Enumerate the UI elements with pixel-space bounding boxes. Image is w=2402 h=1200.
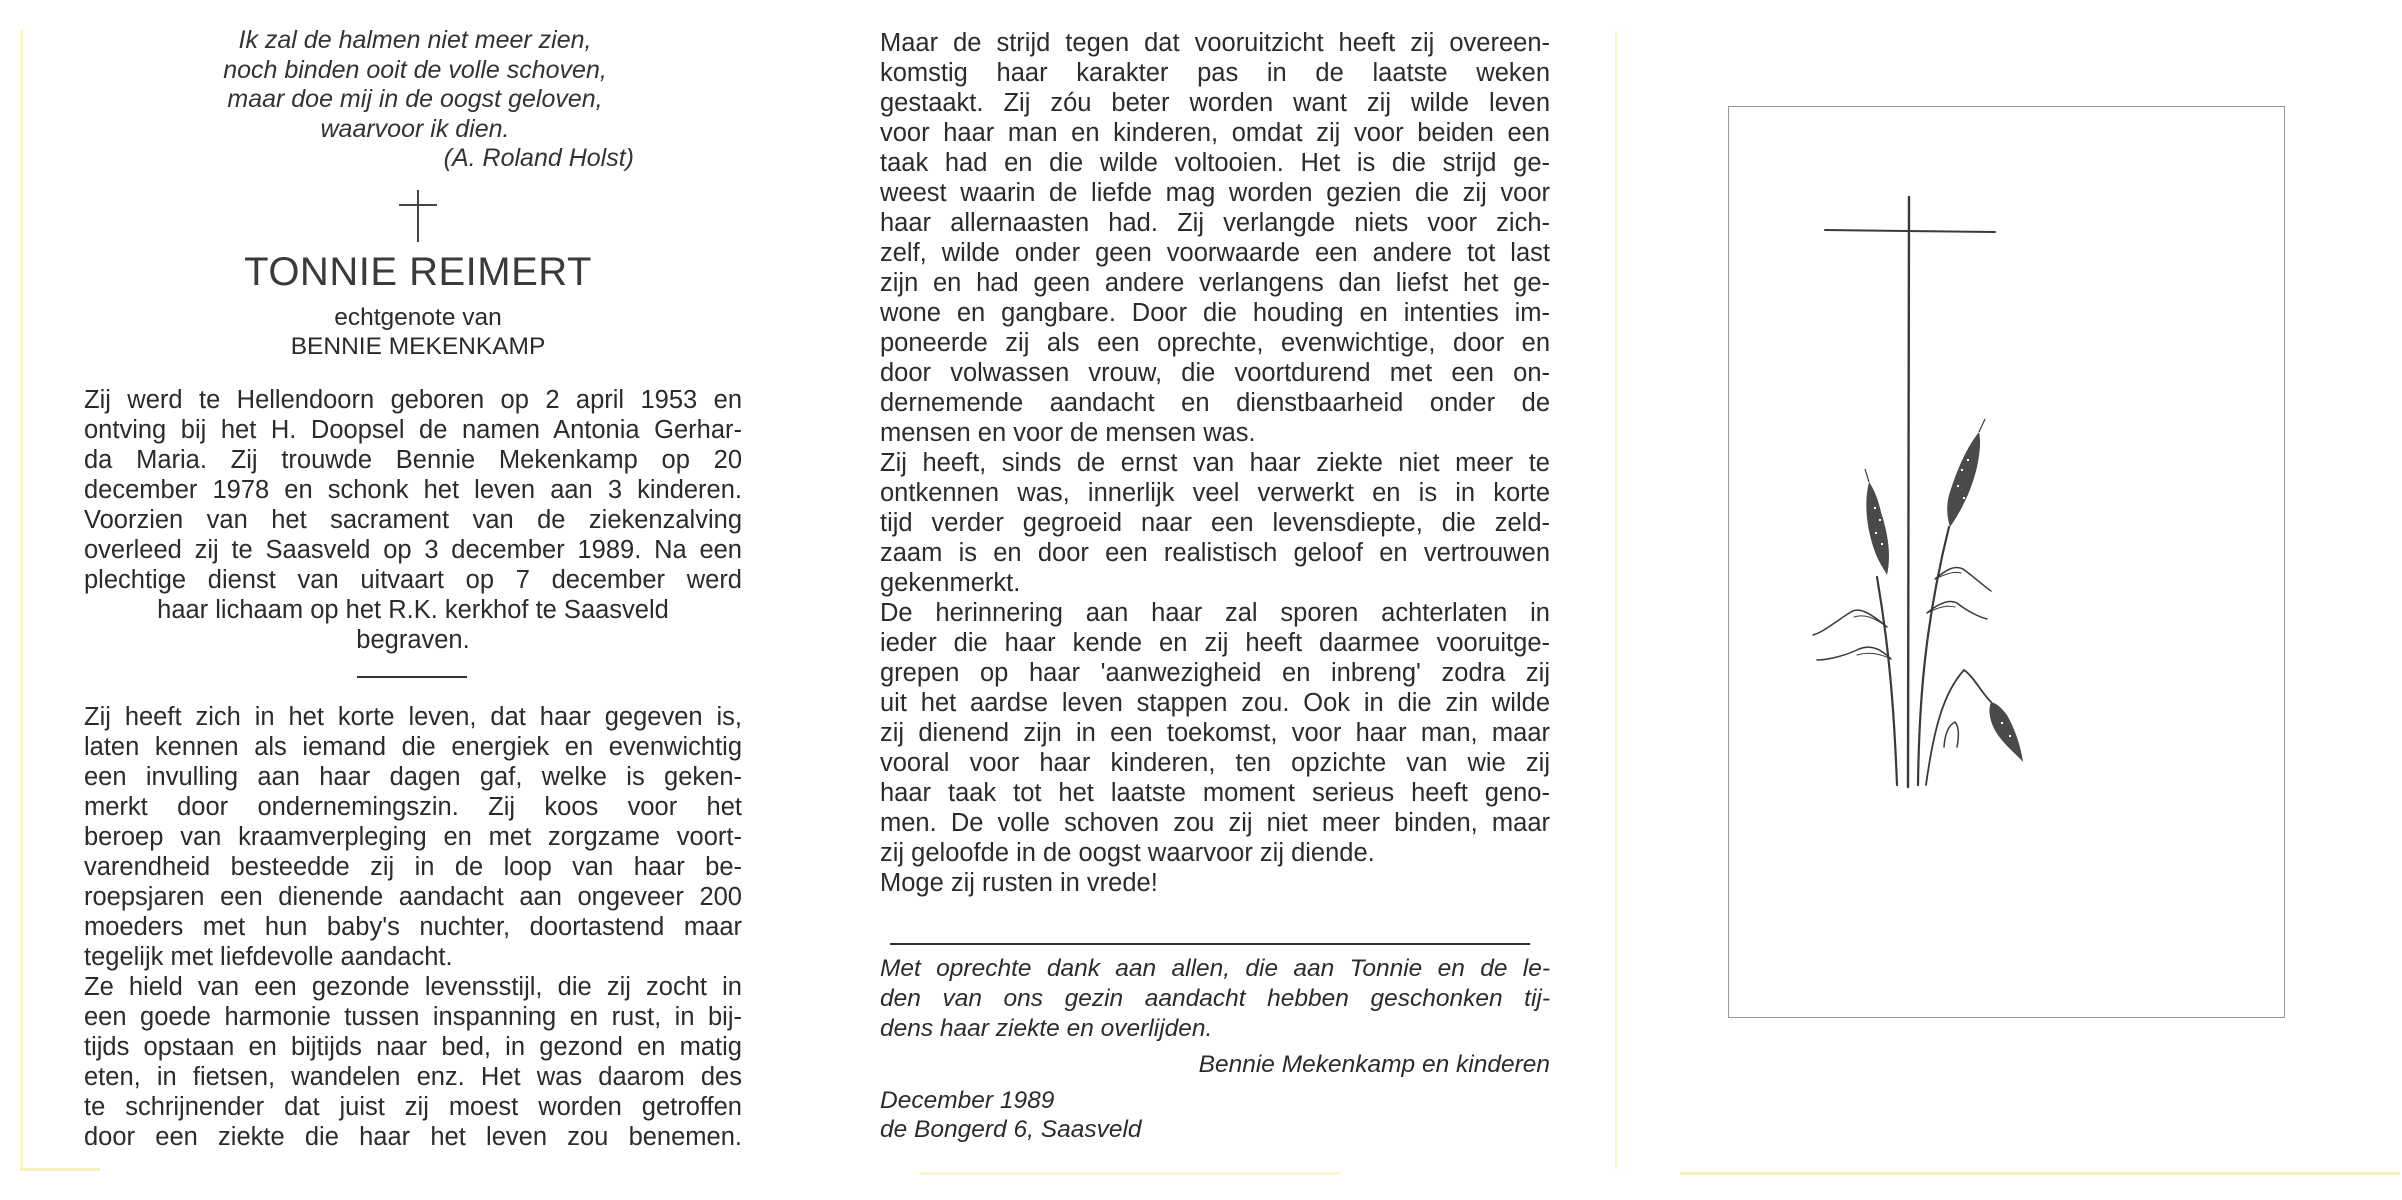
story-line: haar allernaasten had. Zij verlangde niets voor zich- [880, 209, 1550, 237]
story-line: gekenmerkt. [880, 569, 1021, 597]
story-line: mensen en voor de mensen was. [880, 419, 1256, 447]
biography [84, 385, 742, 655]
drooping-wheat-stem [1926, 670, 1991, 785]
story-line: zijn en had geen andere verlangens dan liefst het ge- [880, 269, 1550, 297]
story-line: ontkennen was, innerlijk veel verwerkt en is in korte [880, 479, 1550, 507]
spouse-block [0, 303, 836, 361]
middle-panel [800, 0, 1615, 1200]
story-line: weest waarin de liefde mag worden gezien die zij voor [880, 179, 1550, 207]
right-wheat-ear [1947, 432, 1980, 527]
bio-line: overleed zij te Saasveld op 3 december 1989. Na een [84, 536, 742, 564]
thanks-line: dens haar ziekte en overlijden. [880, 1015, 1213, 1042]
story-line: uit het aardse leven stappen zou. Ook in die zin wilde [880, 689, 1550, 717]
story-line: grepen op haar 'aanwezigheid en inbreng' zodra zij [880, 659, 1550, 687]
signature-block [880, 1050, 1550, 1080]
bio-line: Voorzien van het sacrament van de ziekenzalving [84, 506, 742, 534]
story-line: tijd verder gegroeid naar een levensdiepte, die zeld- [880, 509, 1550, 537]
thanks-line: den van ons gezin aandacht hebben geschonken tij- [880, 985, 1550, 1012]
story-line: poneerde zij als een oprechte, evenwichtige, door en [880, 329, 1550, 357]
bio-line: december 1978 en schonk het leven aan 3 kinderen. [84, 476, 742, 504]
poem-line: Ik zal de halmen niet meer zien, [238, 26, 592, 54]
story-line: zij dienend zijn in een toekomst, voor haar man, maar [880, 719, 1550, 747]
bio-line: begraven. [356, 626, 470, 654]
right-panel [1615, 0, 2402, 1200]
story-line: zij geloofde in de oogst waarvoor zij diende. [880, 839, 1375, 867]
life-description [84, 702, 742, 1152]
left-panel [0, 0, 800, 1200]
poem-line: noch binden ooit de volle schoven, [223, 55, 607, 84]
left-wheat-leaf [1813, 610, 1887, 635]
left-wheat-ear [1866, 482, 1889, 575]
story-line: taak had en die wilde voltooien. Het is die strijd ge- [880, 149, 1550, 177]
poem-attribution: (A. Roland Holst) [443, 144, 634, 172]
thanks-line: Met oprechte dank aan allen, die aan Tonnie en de le- [880, 955, 1550, 982]
story-line: Zij heeft, sinds de ernst van haar ziekte niet meer te [880, 449, 1550, 477]
story-line: Moge zij rusten in vrede! [880, 869, 1158, 897]
drooping-wheat-ear [1989, 702, 2023, 762]
story-line: dernemende aandacht en dienstbaarheid onder de [880, 389, 1550, 417]
bio-line: da Maria. Zij trouwde Bennie Mekenkamp op 20 [84, 446, 742, 474]
story-line: voor haar man en kinderen, omdat zij voor beiden een [880, 119, 1550, 147]
bio-line: ontving bij het H. Doopsel de namen Antonia Gerhar- [84, 416, 742, 444]
life-line: eten, in fietsen, wandelen enz. Het was daarom des [84, 1063, 742, 1091]
bio-line: Zij werd te Hellendoorn geboren op 2 april 1953 en [84, 386, 742, 414]
life-line: varendheid besteedde zij in de loop van haar be- [84, 853, 742, 881]
story-line: haar taak tot het laatste moment serieus heeft geno- [880, 779, 1550, 807]
life-line: laten kennen als iemand die energiek en evenwichtig [84, 733, 742, 761]
spouse-intro: echtgenote van [334, 304, 502, 331]
date: December 1989 [880, 1087, 1055, 1114]
story-line: men. De volle schoven zou zij niet meer binden, maar [880, 809, 1550, 837]
story-line: vooral voor haar kinderen, ten opzichte van wie zij [880, 749, 1550, 777]
poem-line: waarvoor ik dien. [320, 114, 510, 143]
life-line: een invulling aan haar dagen gaf, welke is geken- [84, 763, 742, 791]
story-text [880, 28, 1550, 898]
right-wheat-leaf [1927, 601, 1987, 619]
left-wheat-stem [1877, 577, 1897, 785]
life-line: tijds opstaan en bijtijds naar bed, in gezond en matig [84, 1033, 742, 1061]
separator-rule [357, 676, 467, 678]
cross-with-wheat-icon [1729, 107, 2284, 1017]
life-line: moeders met hun baby's nuchter, doortastend maar [84, 913, 742, 941]
poem [150, 26, 680, 174]
thanks-note [880, 954, 1550, 1044]
life-line: Ze hield van een gezonde levensstijl, die zij zocht in [84, 973, 742, 1001]
separator-rule [890, 943, 1530, 945]
story-line: door volwassen vrouw, die voortdurend met een on- [880, 359, 1550, 387]
address: de Bongerd 6, Saasveld [880, 1116, 1142, 1143]
life-line: een goede harmonie tussen inspanning en rust, in bij- [84, 1003, 742, 1031]
signature: Bennie Mekenkamp en kinderen [1198, 1051, 1550, 1078]
story-line: De herinnering aan haar zal sporen achterlaten in [880, 599, 1550, 627]
illustration-frame [1728, 106, 2285, 1018]
story-line: zelf, wilde onder geen voorwaarde een andere tot last [880, 239, 1550, 267]
life-line: merkt door ondernemingszin. Zij koos voor het [84, 793, 742, 821]
cross-vertical-beam [1908, 197, 1909, 787]
story-line: wone en gangbare. Door die houding en intenties im- [880, 299, 1550, 327]
story-line: Maar de strijd tegen dat vooruitzicht heeft zij overeen- [880, 29, 1550, 57]
story-line: komstig haar karakter pas in de laatste weken [880, 59, 1550, 87]
date-place-block [880, 1086, 1550, 1144]
bio-line: plechtige dienst van uitvaart op 7 december werd [84, 566, 742, 594]
bio-line: haar lichaam op het R.K. kerkhof te Saasveld [157, 596, 669, 624]
life-line: beroep van kraamverpleging en met zorgzame voort- [84, 823, 742, 851]
life-line: door een ziekte die haar het leven zou benemen. [84, 1123, 742, 1151]
life-line: roepsjaren een dienende aandacht aan ongeveer 200 [84, 883, 742, 911]
story-line: ieder die haar kende en zij heeft daarmee vooruitge- [880, 629, 1550, 657]
deceased-name: TONNIE REIMERT [244, 250, 592, 294]
poem-line: maar doe mij in de oogst geloven, [227, 85, 603, 113]
latin-cross-icon [398, 190, 438, 242]
cross-horizontal-beam [1825, 230, 1995, 232]
life-line: tegelijk met liefdevolle aandacht. [84, 943, 453, 971]
story-line: gestaakt. Zij zóu beter worden want zij wilde leven [880, 89, 1550, 117]
right-wheat-leaf [1935, 567, 1991, 591]
story-line: zaam is en door een realistisch geloof en vertrouwen [880, 539, 1550, 567]
life-line: Zij heeft zich in het korte leven, dat haar gegeven is, [84, 703, 742, 731]
life-line: te schrijnender dat juist zij moest worden getroffen [84, 1093, 742, 1121]
spouse-name: BENNIE MEKENKAMP [290, 333, 546, 360]
left-wheat-leaf [1817, 647, 1891, 660]
